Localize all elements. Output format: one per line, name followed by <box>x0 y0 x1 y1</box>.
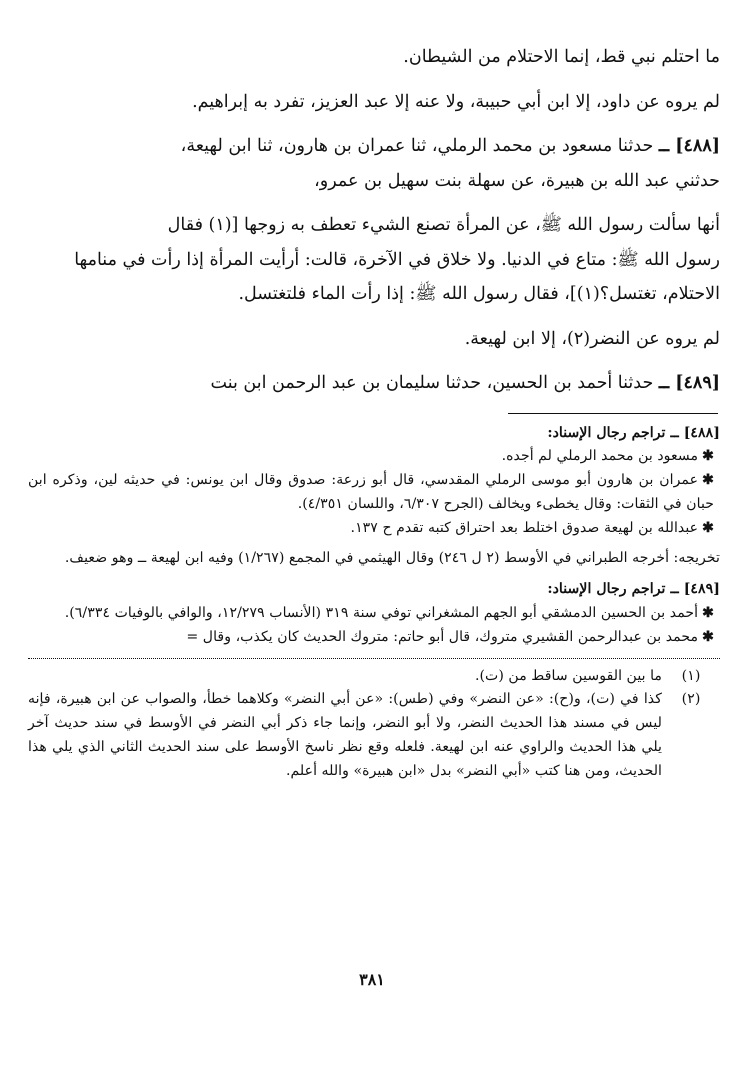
main-text <box>28 40 720 401</box>
book-page <box>28 40 720 1058</box>
takhrij-note: تخريجه: أخرجه الطبراني في الأوسط (٢ ل ٢٤٦) وقال الهيثمي في المجمع (١/٢٦٧) وفيه ابن لهيعة ــ وهو ضعيف. <box>64 550 720 567</box>
text-line: حدثنا أحمد بن الحسين، حدثنا سليمان بن عبد الرحمن ابن بنت <box>210 373 654 393</box>
narrator-notes <box>28 422 720 650</box>
notes-heading-489: [٤٨٩] ــ تراجم رجال الإسناد: <box>547 581 720 598</box>
footnote-2 <box>28 688 720 783</box>
page-number: ٣٨١ <box>359 970 385 989</box>
note-item: ✱عمران بن هارون أبو موسى الرملي المقدسي، قال أبو زرعة: صدوق وقال ابن يونس: في حديثه لين، وذكره ابن حبان في الثقات: وقال يخطىء ويخالف (الجرح ٦/٣٠٧، واللسان ٤/٣٥١). <box>28 472 714 512</box>
hadith-number-488: [٤٨٨] ــ <box>658 136 720 156</box>
note-item: ✱أحمد بن الحسين الدمشقي أبو الجهم المشغراني توفي سنة ٣١٩ (الأنساب ١٢/٢٧٩، والوافي بالوفيات ٦/٣٣٤). <box>64 605 714 622</box>
text-line: لم يروه عن النضر(٢)، إلا ابن لهيعة. <box>464 328 720 349</box>
text-line: رسول الله ﷺ: متاع في الدنيا. ولا خلاق في الآخرة، قالت: أرأيت المرأة إذا رأت في منامها <box>74 249 720 270</box>
note-item: ✱مسعود بن محمد الرملي لم أجده. <box>501 448 714 465</box>
footnote-text: ما بين القوسين ساقط من (ت). <box>474 667 662 684</box>
footnotes-separator <box>28 658 720 659</box>
text-line: الاحتلام، تغتسل؟(١)]، فقال رسول الله ﷺ: إذا رأت الماء فلتغتسل. <box>238 284 720 304</box>
note-item: ✱عبدالله بن لهيعة صدوق اختلط بعد احتراق كتبه تقدم ح ١٣٧. <box>350 519 714 536</box>
notes-separator <box>508 413 718 414</box>
hadith-489-line <box>28 366 720 401</box>
text-line: حدثنا مسعود بن محمد الرملي، ثنا عمران بن هارون، ثنا ابن لهيعة، <box>180 136 654 156</box>
text-line: حدثني عبد الله بن هبيرة، عن سهلة بنت سهيل بن عمرو، <box>314 170 720 191</box>
bullet-icon: ✱ <box>702 519 714 536</box>
bullet-icon: ✱ <box>702 472 714 489</box>
footnote-1 <box>28 665 720 689</box>
bullet-icon: ✱ <box>702 628 714 645</box>
bullet-icon: ✱ <box>702 448 714 465</box>
footnote-text: كذا في (ت)، و(ح): «عن النضر» وفي (طس): «عن أبي النضر» وكلاهما خطأ، والصواب عن ابن هبيرة، فإنه ليس في مسند هذا الحديث النضر، ولا أبو النضر، وإنما جاء ذكر أبي النضر في الأوسط في سند حديث آخر يلي هذا الحديث والراوي عنه ابن لهيعة. فلعله وقع نظر ناسخ الأوسط على سند الحديث الثاني الذي يلي هذا الحديث، ومن هنا كتب «أبي النضر» بدل «ابن هبيرة» والله أعلم. <box>28 691 662 779</box>
notes-heading-488: [٤٨٨] ــ تراجم رجال الإسناد: <box>547 424 720 441</box>
footnote-marker: (١) <box>681 667 701 684</box>
bullet-icon: ✱ <box>702 605 714 622</box>
footnote-marker: (٢) <box>681 691 701 708</box>
note-item: ✱محمد بن عبدالرحمن القشيري متروك، قال أبو حاتم: متروك الحديث كان يكذب، وقال = <box>186 628 714 645</box>
footnotes <box>28 665 720 784</box>
text-line: أنها سألت رسول الله ﷺ، عن المرأة تصنع الشيء تعطف به زوجها [(١) فقال <box>167 215 720 235</box>
hadith-number-489: [٤٨٩] ــ <box>658 373 720 393</box>
text-line: لم يروه عن داود، إلا ابن أبي حبيبة، ولا عنه إلا عبد العزيز، تفرد به إبراهيم. <box>192 91 720 112</box>
hadith-488-line <box>28 129 720 164</box>
text-line: ما احتلم نبي قط، إنما الاحتلام من الشيطان. <box>403 47 720 67</box>
